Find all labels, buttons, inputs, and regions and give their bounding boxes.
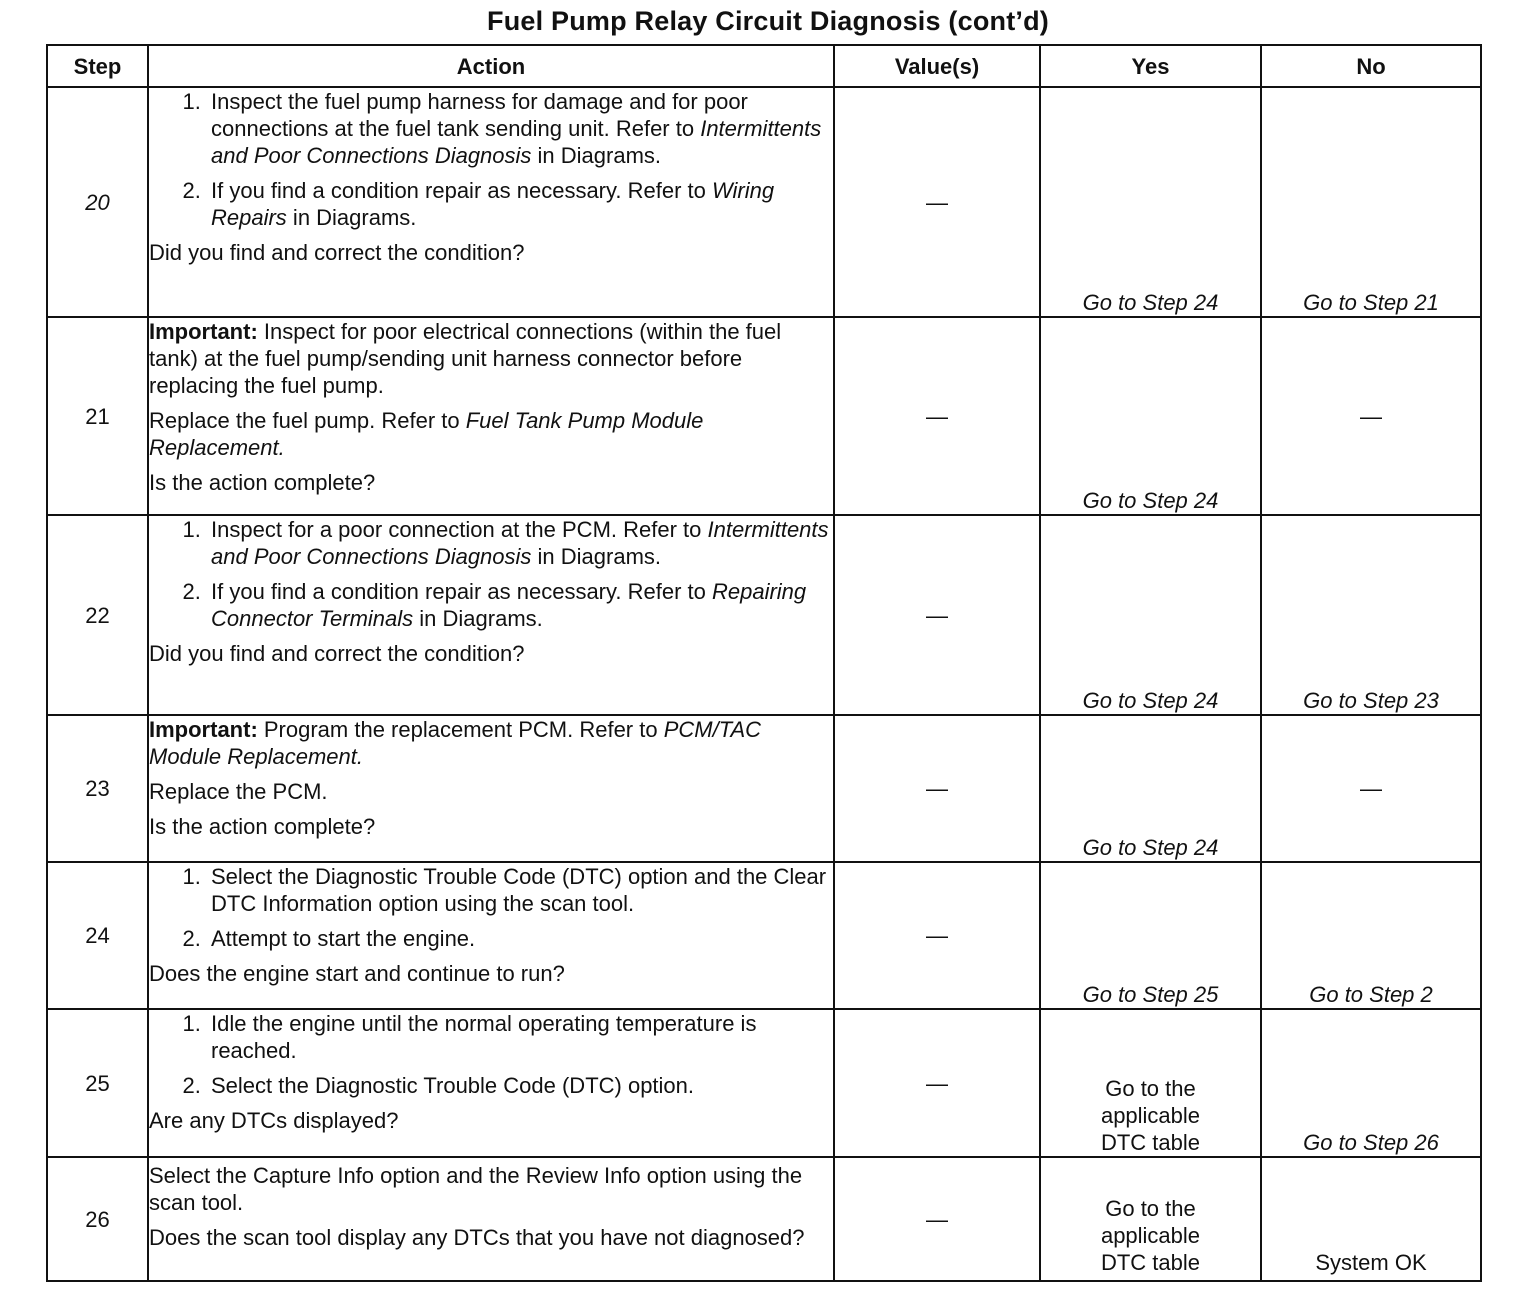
table-row-step-25 [47,1009,1481,1157]
important-label: Important: [149,717,258,742]
action-text: in Diagrams. [531,143,662,168]
action-text: Inspect the fuel pump harness for damage and for poor connections at the fuel tank sending unit. Refer to [211,89,748,141]
action-text: If you find a condition repair as necessary. Refer to [211,579,712,604]
no-cell: — [1261,317,1481,515]
action-paragraph [149,407,833,461]
action-cell [148,862,834,1009]
list-item [207,88,833,169]
list-item [207,516,833,570]
value-cell: — [834,515,1040,715]
action-question: Does the scan tool display any DTCs that you have not diagnosed? [149,1225,805,1250]
no-result: Go to Step 21 [1303,290,1439,315]
diagnosis-table [46,44,1482,1282]
yes-cell [1040,317,1261,515]
important-text: Program the replacement PCM. Refer to [257,717,664,742]
step-number: 25 [47,1009,148,1157]
table-row-step-21 [47,317,1481,515]
important-note [149,716,833,770]
list-item: 2. Attempt to start the engine. [207,925,833,952]
list-item: 1. Idle the engine until the normal operating temperature is reached. [207,1010,833,1064]
yes-result-line: DTC table [1100,1130,1201,1155]
yes-result-line: Go to the [1105,1076,1196,1101]
no-cell [1261,87,1481,317]
step-number: 23 [47,715,148,862]
yes-result: Go to Step 25 [1082,982,1219,1007]
yes-cell [1040,862,1261,1009]
action-question: Did you find and correct the condition? [149,240,525,265]
action-list [149,88,833,231]
action-question: Does the engine start and continue to run? [149,961,565,986]
yes-result: Go to Step 24 [1082,290,1219,315]
action-list [149,1010,833,1099]
action-cell [148,1157,834,1281]
reference-title: Repairing Connector Terminals [211,579,807,631]
value-cell: — [834,1157,1040,1281]
yes-result-line: Go to the [1105,1196,1196,1221]
list-item [207,578,833,632]
header-yes: Yes [1040,45,1261,87]
action-cell [148,317,834,515]
action-cell [148,715,834,862]
reference-title: Intermittents and Poor Connections Diagnosis [211,116,822,168]
page-title: Fuel Pump Relay Circuit Diagnosis (cont’d) [487,6,1049,36]
action-text: Replace the fuel pump. Refer to [149,408,466,433]
yes-result-line: applicable [1100,1103,1201,1128]
action-list [149,516,833,632]
yes-result: Go to Step 24 [1082,835,1219,860]
reference-title: Wiring Repairs [211,178,775,230]
table-row-step-26 [47,1157,1481,1281]
value-cell: — [834,317,1040,515]
action-text: Inspect for a poor connection at the PCM. Refer to [211,517,708,542]
action-paragraph: Replace the PCM. [149,779,328,804]
action-cell [148,515,834,715]
action-list [149,863,833,952]
yes-cell [1040,515,1261,715]
action-text: in Diagrams. [413,606,543,631]
no-result: Go to Step 23 [1303,688,1439,713]
header-step: Step [47,45,148,87]
header-no: No [1261,45,1481,87]
list-item [207,177,833,231]
no-result: Go to Step 2 [1309,982,1433,1007]
important-text: Inspect for poor electrical connections (within the fuel tank) at the fuel pump/sending unit harness connector before replacing the fuel pump. [149,319,782,398]
header-row [47,45,1481,87]
reference-title: Fuel Tank Pump Module Replacement. [149,408,704,460]
yes-result-line: DTC table [1100,1250,1201,1275]
yes-result: Go to Step 24 [1082,488,1219,513]
step-number: 20 [47,87,148,317]
action-question: Are any DTCs displayed? [149,1108,399,1133]
reference-title: Intermittents and Poor Connections Diagnosis [211,517,829,569]
value-cell: — [834,87,1040,317]
no-cell: — [1261,715,1481,862]
table-row-step-23 [47,715,1481,862]
step-number: 24 [47,862,148,1009]
yes-result: Go to Step 24 [1082,688,1219,713]
list-item: 1. Select the Diagnostic Trouble Code (DTC) option and the Clear DTC Information option using the scan tool. [207,863,833,917]
no-result: Go to Step 26 [1303,1130,1439,1155]
action-question: Is the action complete? [149,814,376,839]
action-question: Is the action complete? [149,470,376,495]
no-cell [1261,1157,1481,1281]
yes-cell [1040,1009,1261,1157]
no-result: System OK [1315,1250,1427,1275]
action-cell [148,87,834,317]
action-text: in Diagrams. [531,544,662,569]
action-cell [148,1009,834,1157]
action-text: in Diagrams. [286,205,417,230]
table-row-step-24 [47,862,1481,1009]
action-paragraph: Select the Capture Info option and the Review Info option using the scan tool. [149,1163,803,1215]
no-cell [1261,862,1481,1009]
action-question: Did you find and correct the condition? [149,641,525,666]
reference-title: PCM/TAC Module Replacement. [149,717,762,769]
step-number: 22 [47,515,148,715]
no-cell [1261,1009,1481,1157]
step-number: 21 [47,317,148,515]
value-cell: — [834,1009,1040,1157]
action-text: If you find a condition repair as necessary. Refer to [211,178,712,203]
table-row-step-20 [47,87,1481,317]
yes-result-line: applicable [1100,1223,1201,1248]
yes-cell [1040,1157,1261,1281]
header-values: Value(s) [834,45,1040,87]
no-cell [1261,515,1481,715]
yes-cell [1040,87,1261,317]
important-label: Important: [149,319,258,344]
important-note [149,318,833,399]
value-cell: — [834,715,1040,862]
value-cell: — [834,862,1040,1009]
yes-cell [1040,715,1261,862]
list-item: 2. Select the Diagnostic Trouble Code (DTC) option. [207,1072,833,1099]
header-action: Action [148,45,834,87]
table-row-step-22 [47,515,1481,715]
step-number: 26 [47,1157,148,1281]
